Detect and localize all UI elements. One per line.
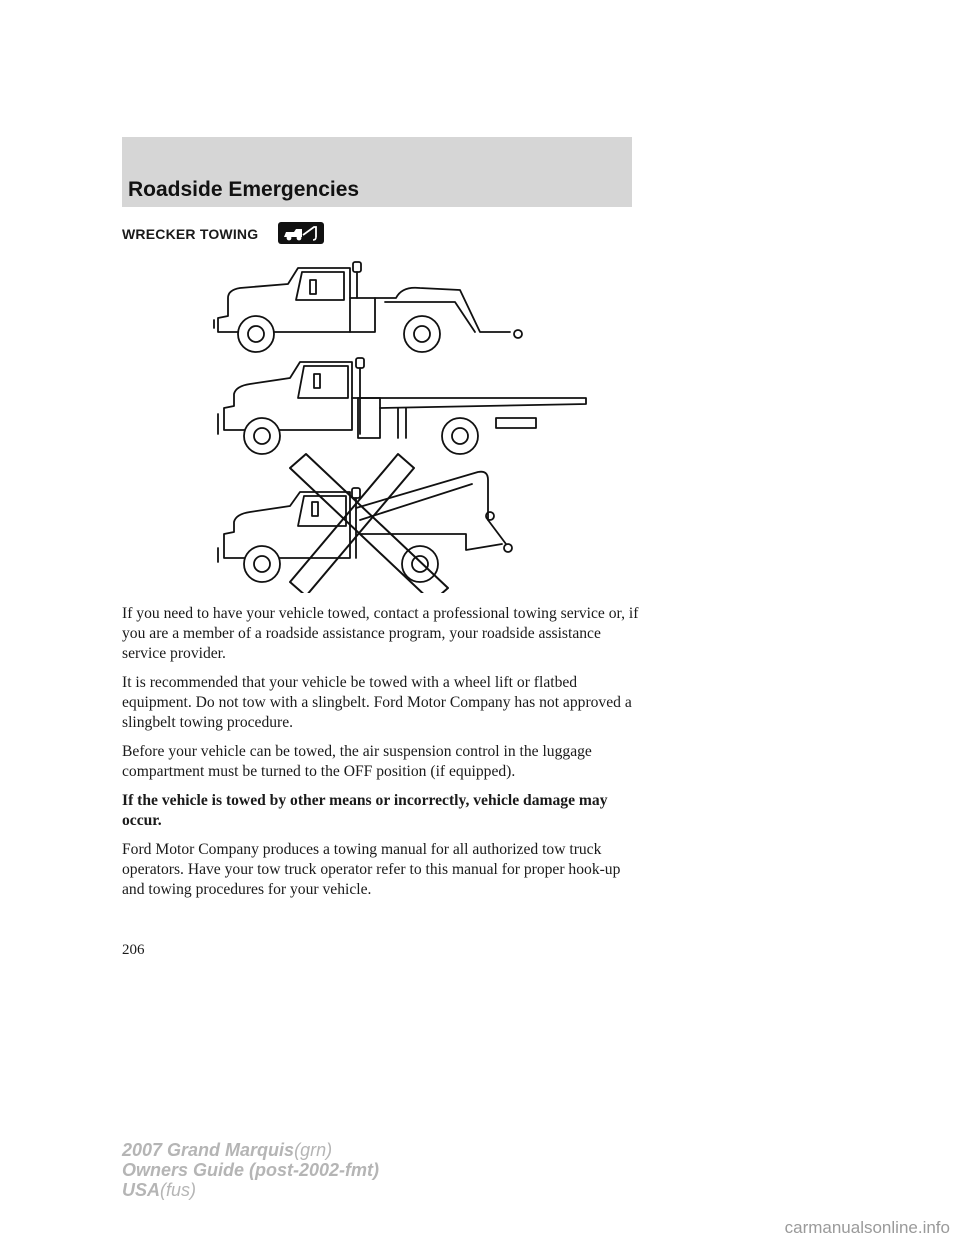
towing-methods-illustration	[210, 258, 600, 593]
wheel-lift-truck	[214, 262, 522, 352]
footer-market: USA	[122, 1180, 161, 1200]
document-footer	[122, 1140, 379, 1200]
page-number: 206	[122, 942, 145, 958]
page-title: Roadside Emergencies	[128, 178, 360, 201]
tow-truck-icon	[278, 222, 324, 244]
paragraph: Ford Motor Company produces a towing manual for all authorized tow truck operators. Have your tow truck operator refer to this manual for proper hook-up and towing procedures for your vehicle.	[122, 841, 621, 898]
footer-model-code: (grn)	[294, 1140, 333, 1160]
flatbed-truck	[218, 358, 586, 454]
paragraph: If you need to have your vehicle towed, contact a professional towing service or, if you are a member of a roadside assistance program, your roadside assistance service provider.	[122, 605, 639, 662]
body-text	[122, 604, 642, 909]
paragraph: Before your vehicle can be towed, the air suspension control in the luggage compartment must be turned to the OFF position (if equipped).	[122, 743, 592, 780]
footer-market-code: (fus)	[160, 1180, 197, 1200]
paragraph: It is recommended that your vehicle be towed with a wheel lift or flatbed equipment. Do not tow with a slingbelt. Ford Motor Company has not approved a slingbelt towing procedure.	[122, 674, 632, 731]
footer-model: 2007 Grand Marquis	[122, 1140, 295, 1160]
section-heading: WRECKER TOWING	[122, 226, 259, 242]
warning-paragraph: If the vehicle is towed by other means or incorrectly, vehicle damage may occur.	[122, 792, 608, 829]
footer-guide: Owners Guide (post-2002-fmt)	[122, 1160, 380, 1180]
site-watermark: carmanualsonline.info	[784, 1218, 950, 1237]
